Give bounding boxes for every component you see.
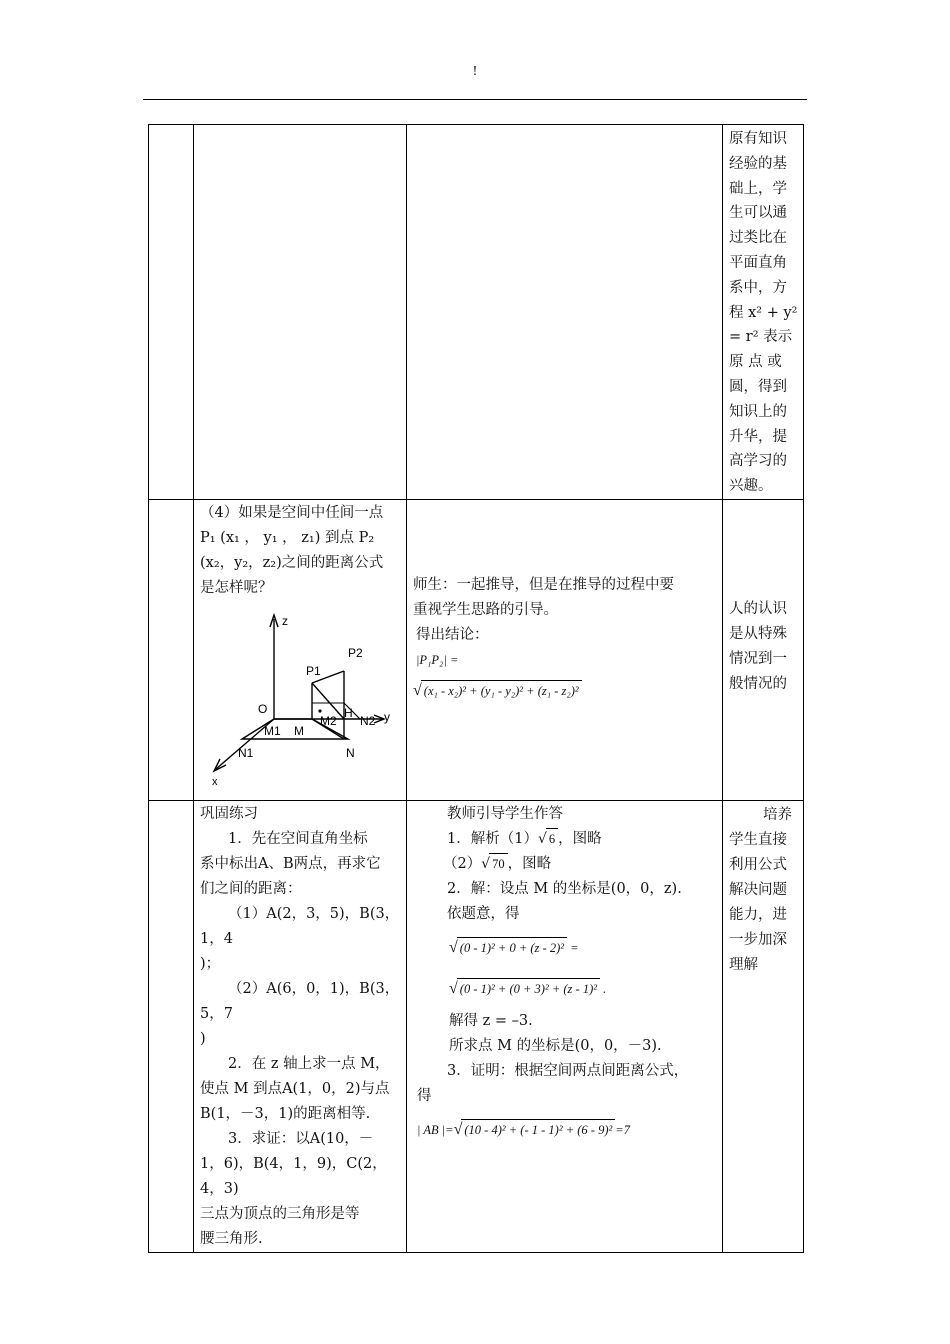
formula-radicand: (x₁ - x₂)² + (y₁ - y₂)² + (z₁ - z₂)² [421,680,582,701]
design-note [723,801,803,978]
sqrt-icon: √ [449,979,458,997]
sqrt-icon: √ [413,681,422,699]
design-note-cell [723,800,804,1252]
label-p1: P1 [306,663,321,678]
lesson-table [148,124,804,1253]
question-line: （4）如果是空间中任间一点 [200,504,384,521]
answer-line [417,852,717,877]
equation-radicand: (0 - 1)² + (0 + 3)² + (z - 1)² [457,978,600,999]
answer-equation [417,937,717,958]
teacher-cell [407,499,723,800]
question-line: 是怎样呢？ [200,579,273,596]
exercise-title: 巩固练习 [200,805,258,822]
design-note-cell [723,499,804,800]
sqrt-icon: √ [449,938,458,956]
answer-equation [417,1119,717,1140]
exercise-line: 们之间的距离： [200,880,302,897]
exercise-line: B(1，－3，1)的距离相等. [200,1105,371,1122]
answer-text-part: 1．解析（1） [447,830,538,847]
label-o: O [258,701,268,716]
note-line: 原 点 或 [729,354,782,371]
label-n: N [346,745,355,760]
teacher-line: 得出结论： [416,626,489,643]
exercise-line: 1，6)，B(4，1，9)，C(2，4，3) [200,1155,387,1197]
question-line: (x₂，y₂，z₂)之间的距离公式 [200,554,384,571]
answer-line [417,827,717,852]
equation-radicand: (10 - 4)² + (- 1 - 1)² + (6 - 9)² [461,1119,615,1140]
note-line: 培养 [763,806,792,823]
note-line: 过类比在 [729,230,787,247]
label-h: H [344,705,353,720]
note-line: 能力，进 [729,906,787,923]
equation-tail: =7 [615,1122,630,1137]
answer-text-part: ，图略 [558,830,602,847]
label-m: M [294,723,304,738]
label-z: z [282,613,288,628]
note-line: 理解 [729,956,758,973]
equation-head: | AB |= [417,1122,454,1137]
sqrt-icon: √ [481,855,491,872]
design-note [723,500,803,697]
answer-text-part: ，图略 [507,855,552,872]
note-line: 解决问题 [729,881,787,898]
note-line: 高学习的 [729,453,787,470]
answer-cell [407,800,723,1252]
page-header-mark: ! [472,64,478,79]
sqrt-icon: √ [537,830,547,847]
note-line: 础上，学 [729,180,787,197]
exercise-line: 2．在 z 轴上求一点 M， [228,1055,390,1072]
note-line: 般情况的 [729,675,787,692]
exercise-line: 1．先在空间直角坐标 [228,830,368,847]
label-n2: N2 [360,713,376,728]
header-rule [143,99,807,100]
note-line: 圆，得到 [729,378,787,395]
midpoint-dot [318,709,321,712]
answer-line: 得 [417,1087,432,1104]
answer-radicand: 6 [546,828,558,849]
answer-title: 教师引导学生作答 [447,805,563,822]
question-cell [194,499,407,800]
note-equation: = r² 表示 [729,329,793,346]
exercise-line: 使点 M 到点A(1，0，2)与点 [200,1080,390,1097]
answer-text-part: （2） [443,855,482,872]
note-line: 生可以通 [729,205,787,222]
design-note [723,125,803,499]
answer-line: 3．证明：根据空间两点间距离公式， [447,1062,689,1079]
distance-formula [413,680,717,701]
label-m2: M2 [320,713,337,728]
question-cell [194,125,407,500]
sqrt-icon: √ [453,1120,463,1138]
note-line: 原有知识 [729,131,787,147]
row-label-cell [149,800,194,1252]
note-line: 人的认识 [729,600,787,617]
note-line: 升华，提 [729,428,787,445]
note-line: 一步加深 [729,931,787,948]
teacher-line: 师生：一起推导，但是在推导的过程中要 [413,576,674,593]
equation-tail: . [603,981,607,996]
note-line: 平面直角 [729,254,787,271]
exercise-line: （2）A(6，0，1)，B(3，5，7 [200,980,400,1022]
label-x: x [212,775,218,788]
teacher-cell [407,125,723,500]
label-m1: M1 [264,723,281,738]
note-line: 系中，方 [729,279,787,296]
note-line: 是从特殊 [729,625,787,642]
answer-radicand: 70 [489,853,508,874]
teacher-text [407,500,722,701]
answer-line: 2．解：设点 M 的坐标是(0，0，z). [447,880,682,897]
exercise-line: 三点为顶点的三角形是等 [200,1205,360,1222]
exercise-line: 系中标出A、B两点，再求它 [200,855,381,872]
answer-line: 解得 z = –3. [449,1012,533,1029]
answer-line: 所求点 M 的坐标是(0，0，－3). [449,1037,662,1054]
exercise-cell [194,800,407,1252]
answer-text [407,801,722,1140]
answer-line: 依题意，得 [447,905,520,922]
equation-tail: = [570,940,579,955]
note-line: 兴趣。 [729,478,773,495]
question-text [194,500,406,601]
answer-equation [417,978,717,999]
note-line: 利用公式 [729,856,787,873]
teacher-line: 重视学生思路的引导。 [413,601,558,618]
exercise-line: （1）A(2，3，5)，B(3，1，4 [200,905,400,947]
exercise-line: 腰三角形. [200,1230,263,1247]
exercise-text [194,801,406,1252]
exercise-line: )； [200,955,221,972]
space-distance-figure [202,601,402,791]
row-label-cell [149,499,194,800]
design-note-cell [723,125,804,500]
exercise-line: ) [200,1030,206,1047]
formula-label: |P₁P₂| = [416,652,459,667]
label-y: y [384,709,390,724]
note-line: 知识上的 [729,403,787,420]
note-equation: 程 x² + y² [729,304,798,321]
row-label-cell [149,125,194,500]
label-p2: P2 [348,645,363,660]
question-line: P₁ (x₁ ， y₁ ， z₁) 到点 P₂ [200,529,375,546]
table-row [149,800,804,1252]
note-line: 情况到一 [729,650,787,667]
label-n1: N1 [238,745,254,760]
note-line: 学生直接 [729,831,787,848]
exercise-line: 3．求证：以A(10，－ [228,1130,374,1147]
note-line: 经验的基 [729,155,787,172]
table-row [149,499,804,800]
equation-radicand: (0 - 1)² + 0 + (z - 2)² [457,937,567,958]
table-row [149,125,804,500]
